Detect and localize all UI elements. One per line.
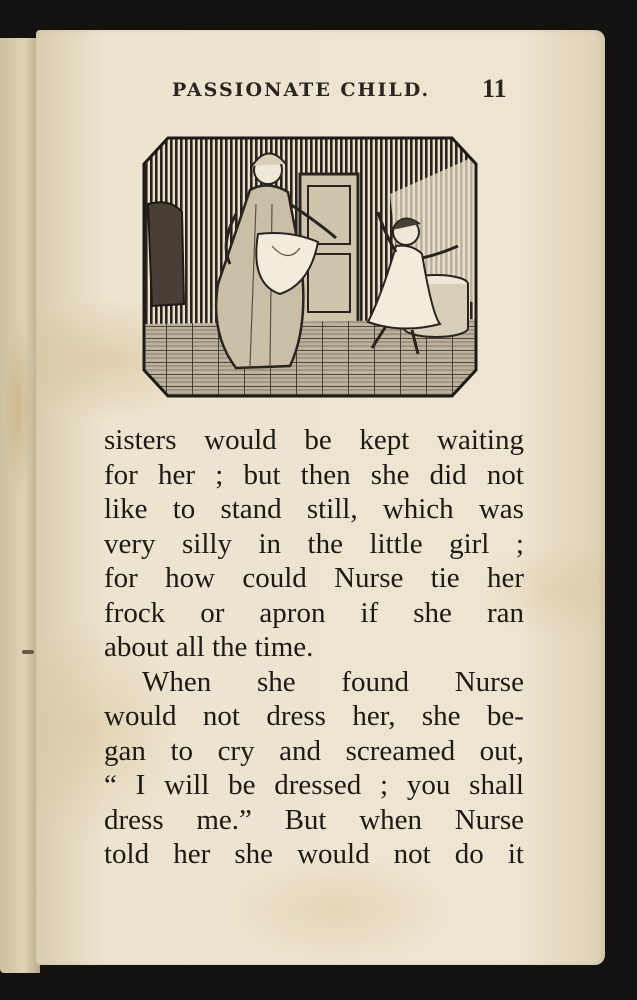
word: would [297, 838, 370, 870]
word: about [104, 631, 176, 663]
word: still, [306, 493, 358, 525]
word: shall [469, 769, 524, 801]
word: be [228, 769, 256, 801]
word: tie [430, 562, 460, 594]
word: she [413, 596, 452, 629]
word: for [104, 458, 138, 491]
word: be [304, 424, 332, 456]
word: gan [104, 734, 146, 767]
word: girl [449, 527, 490, 560]
word: would [204, 424, 277, 456]
word: kept [359, 424, 410, 456]
word: When [142, 665, 212, 698]
text-line [104, 423, 524, 458]
paper-stain [4, 318, 34, 498]
word: not [202, 700, 240, 732]
text-line [104, 561, 524, 596]
word: she [256, 665, 296, 698]
word: her [158, 458, 196, 491]
word: or [200, 596, 225, 629]
word: little [369, 527, 423, 560]
book-page [36, 30, 605, 965]
word: apron [259, 596, 326, 629]
word: dress [104, 803, 164, 836]
word: all [175, 631, 212, 663]
text-line [104, 734, 524, 769]
word: told [104, 838, 150, 870]
word: she [421, 700, 461, 732]
word: time. [254, 631, 314, 663]
page-mark [22, 650, 34, 654]
word: frock [104, 596, 166, 629]
word: and [279, 734, 322, 767]
word: dressed [274, 769, 362, 801]
word: me.” [196, 803, 252, 836]
text-line [104, 527, 524, 562]
word: out, [479, 734, 524, 767]
word: the [307, 527, 343, 560]
word: you [406, 769, 451, 801]
word: I [135, 769, 146, 801]
word: dress [266, 700, 326, 732]
word: then [300, 458, 351, 491]
word: in [258, 527, 282, 560]
word: be- [486, 700, 524, 732]
word: the [211, 631, 255, 663]
word: could [242, 562, 307, 594]
word: which [382, 493, 454, 525]
word: to [172, 493, 196, 525]
word: would [104, 700, 177, 732]
text-line [104, 665, 524, 700]
text-line [104, 837, 524, 872]
word: she [234, 838, 273, 870]
word: her, [352, 700, 396, 732]
body-text [104, 423, 524, 872]
word: she [370, 458, 410, 491]
word: did [429, 458, 467, 491]
word: Nurse [334, 562, 404, 594]
facing-page-edge [0, 38, 40, 973]
word: do [454, 838, 484, 870]
word: stand [220, 493, 282, 525]
woodcut-illustration [140, 134, 480, 400]
word: Nurse [454, 803, 524, 836]
word: sisters [104, 424, 177, 456]
text-line [104, 699, 524, 734]
word: it [507, 838, 524, 870]
text-line [104, 596, 524, 631]
word: for [104, 562, 138, 594]
word: waiting [437, 424, 524, 456]
word: ran [486, 596, 524, 629]
text-line [104, 492, 524, 527]
word: her [486, 562, 524, 594]
word: silly [182, 527, 232, 560]
word: was [478, 493, 524, 525]
word: very [104, 527, 156, 560]
text-line [104, 630, 524, 665]
word: if [360, 596, 379, 629]
word: “ [104, 769, 117, 801]
running-head: PASSIONATE CHILD. [172, 79, 431, 101]
word: how [165, 562, 216, 594]
word: when [359, 803, 423, 836]
word: But [284, 803, 327, 836]
word: to [170, 734, 193, 767]
word: ; [380, 769, 389, 801]
word: ; [515, 527, 524, 560]
word: Nurse [454, 665, 524, 698]
text-line [104, 458, 524, 493]
text-line [104, 768, 524, 803]
word: screamed [345, 734, 456, 767]
word: found [341, 665, 409, 698]
word: will [164, 769, 210, 801]
text-line [104, 803, 524, 838]
word: like [104, 493, 148, 525]
page-number: 11 [482, 74, 507, 103]
word: her [173, 838, 211, 870]
word: but [243, 458, 281, 491]
word: not [486, 458, 524, 491]
word: not [393, 838, 431, 870]
word: ; [215, 458, 224, 491]
word: cry [217, 734, 255, 767]
